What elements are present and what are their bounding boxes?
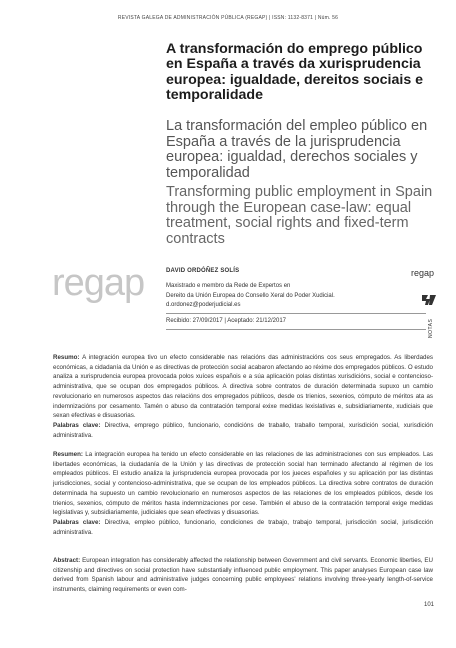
page-number: 101	[424, 602, 435, 608]
keywords-label: Palabras clave:	[53, 518, 101, 526]
issn: ISSN: 1132-8371	[272, 15, 314, 21]
divider	[166, 329, 426, 330]
author-email[interactable]: d.ordonez@poderjudicial.es	[166, 302, 241, 308]
received-accepted-dates: Recibido: 27/09/2017 | Aceptado: 21/12/2017	[166, 318, 286, 324]
abstract-english	[53, 556, 433, 595]
title-spanish: La transformación del empleo público en España a través de la jurisprudencia europea: igualdad, derechos sociales y temporalidad	[166, 118, 428, 181]
keywords-text: Directiva, emprego público, funcionario, condicións de traballo, traballo temporal, xurisdición social, xurisdición administrativa.	[53, 421, 433, 439]
abstract-galician	[53, 353, 433, 440]
journal-name: REVISTA GALEGA DE ADMINISTRACIÓN PÚBLICA (REGAP)	[117, 15, 268, 21]
author-name: DAVID ORDÓÑEZ SOLÍS	[166, 268, 240, 274]
affiliation-line: Dereito da Unión Europea do Consello Xeral do Poder Xudicial.	[166, 292, 335, 299]
regap-mark-icon	[421, 293, 437, 312]
running-header: REVISTA GALEGA DE ADMINISTRACIÓN PÚBLICA (REGAP) | ISSN: 1132-8371 | Núm. 56	[117, 15, 339, 21]
abstract-text: European integration has considerably affected the relationship between Government and civil servants. Economic liberties, EU citizenship and directives on social protection have substantially influenced public employment. This paper analyses European case law derived from Spanish labour and administrative judges concerning public employees' relations involving three-yearly length-of-service instruments, claiming requirements or even com-	[53, 557, 433, 594]
side-regap-logo: regap	[411, 268, 435, 278]
abstract-text: La integración europea ha tenido un efecto considerable en las relaciones de las administraciones con sus empleados. Las libertades económicas, la ciudadanía de la Unión y las directivas de protección social han terminado afectando al régimen de los empleados públicos. El estudio analiza la jurisprudencia europea provocada por los jueces españoles y su aplicación por las distintas jurisdicciones, social y contencioso-administrativa, que se ocupan de los empleados públicos. La directiva sobre contratos de duración determinada ha supuesto un cambio revolucionario en numerosos aspectos de las relaciones de los empleados públicos, desde los trienios, sexenios, cómputo de méritos hasta indemnizaciones por cese. También el abuso de la contratación temporal exige medidas legislativas y, subsidiariamente, judiciales que sean efectivas y disuasorias.	[53, 451, 433, 517]
abstract-label: Abstract:	[53, 557, 81, 564]
divider	[166, 313, 426, 314]
abstract-spanish	[53, 450, 433, 537]
title-galician: A transformación do emprego público en España a través da xurisprudencia europea: igualdade, dereitos sociais e temporalidade	[166, 41, 424, 104]
abstract-label: Resumen:	[53, 451, 83, 458]
affiliation-line: Maxistrado e membro da Rede de Expertos en	[166, 283, 291, 289]
regap-logo: regap	[52, 262, 145, 304]
keywords-label: Palabras clave:	[53, 421, 101, 429]
issue-number: Núm. 56	[317, 15, 339, 21]
author-affiliation	[166, 282, 426, 311]
abstract-text: A integración europea tivo un efecto considerable nas relacións das administracións cos seus empregados. As liberdades económicas, a cidadanía da Unión e as directivas de protección social acabaron afectando ao réxime dos empregados públicos. O estudo analiza a xurisprudencia europea provocada polos xuíces españois e a súa aplicación polas distintas xurisdicións, social e contencioso-administrativa, que se ocupan dos empregados públicos. A directiva sobre contratos de duración determinada supuxo un cambio revolucionario en numerosos aspectos das relacións dos empregados públicos, desde os trienios, sexenios, cómputo de méritos ata as indemnizacións por cesamento. Tamén o abuso da contratación temporal exixe medidas lexislativas e, subsidiariamente, xudiciais que sexan efectivas e disuasorias.	[53, 354, 433, 420]
keywords-text: Directiva, empleo público, funcionario, condiciones de trabajo, trabajo temporal, jurisdicción social, jurisdicción administrativa.	[53, 518, 433, 536]
abstract-label: Resumo:	[53, 354, 80, 361]
title-english: Transforming public employment in Spain through the European case-law: equal treatment, social rights and fixed-term contracts	[166, 184, 433, 247]
section-label: NOTAS	[428, 318, 434, 338]
